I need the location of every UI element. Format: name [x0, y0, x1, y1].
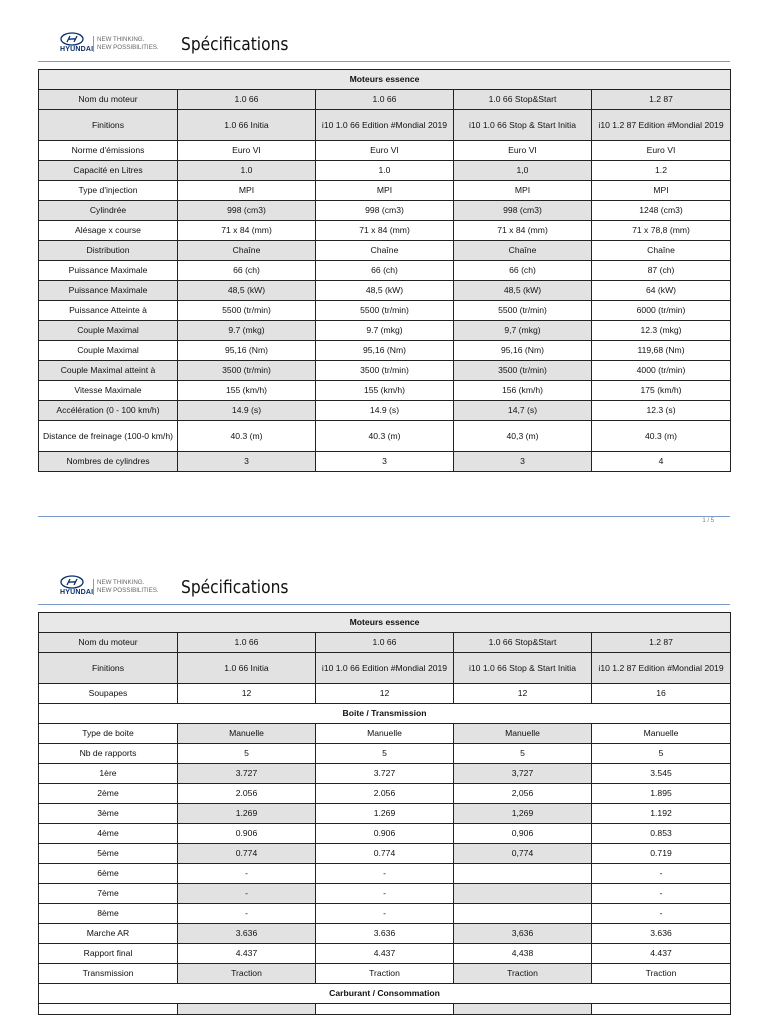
table-cell: Chaîne — [454, 241, 592, 261]
table-row — [39, 924, 731, 944]
row-label: Finitions — [39, 653, 178, 684]
column-header: 1.0 66 — [316, 633, 454, 653]
engine-name-row — [39, 633, 731, 653]
table-cell: 5 — [316, 744, 454, 764]
tagline-line-2: NEW POSSIBILITIES. — [97, 587, 159, 594]
table-cell: 1.2 — [592, 161, 731, 181]
table-cell: 0.774 — [316, 844, 454, 864]
table-cell: 40.3 (m) — [592, 421, 731, 452]
table-cell: 48,5 (kW) — [178, 281, 316, 301]
table-row — [39, 784, 731, 804]
section-header: Carburant / Consommation — [39, 984, 731, 1004]
table-row — [39, 281, 731, 301]
column-header: 1.0 66 Stop&Start — [454, 633, 592, 653]
column-header: i10 1.2 87 Edition #Mondial 2019 — [592, 110, 731, 141]
table-cell: 1.269 — [316, 804, 454, 824]
table-cell: Euro VI — [178, 141, 316, 161]
table-cell: 1,0 — [454, 161, 592, 181]
table-cell: 14.9 (s) — [178, 401, 316, 421]
table-cell: 12.3 (s) — [592, 401, 731, 421]
table-cell: - — [592, 904, 731, 924]
section-row — [39, 613, 731, 633]
table-row — [39, 844, 731, 864]
table-cell: 71 x 84 (mm) — [316, 221, 454, 241]
row-label: Distance de freinage (100-0 km/h) — [39, 421, 178, 452]
table-cell: 40.3 (m) — [316, 421, 454, 452]
table-cell: 12 — [178, 684, 316, 704]
hyundai-logo — [60, 575, 160, 601]
table-cell: Manuelle — [592, 724, 731, 744]
table-cell: 3,727 — [454, 764, 592, 784]
table-cell: 5500 (tr/min) — [178, 301, 316, 321]
table-cell: Chaîne — [316, 241, 454, 261]
table-cell: 2,056 — [454, 784, 592, 804]
table-cell: - — [316, 884, 454, 904]
row-label: Type d'injection — [39, 181, 178, 201]
tagline-line-1: NEW THINKING. — [97, 36, 145, 43]
table-row — [39, 884, 731, 904]
table-cell: 0.719 — [592, 844, 731, 864]
row-label: Nom du moteur — [39, 90, 178, 110]
row-label: Couple Maximal — [39, 341, 178, 361]
table-cell: 3 — [316, 452, 454, 472]
table-cell: 95,16 (Nm) — [178, 341, 316, 361]
row-label: 1ère — [39, 764, 178, 784]
table-row — [39, 221, 731, 241]
row-label: Type de boite — [39, 724, 178, 744]
table-row — [39, 361, 731, 381]
table-row — [39, 201, 731, 221]
table-cell: - — [178, 884, 316, 904]
table-cell: 5 — [592, 744, 731, 764]
table-cell — [39, 1004, 178, 1015]
column-header: 1.0 66 — [316, 90, 454, 110]
row-label: Nombres de cylindres — [39, 452, 178, 472]
table-cell: 998 (cm3) — [316, 201, 454, 221]
column-header: 1.0 66 Stop&Start — [454, 90, 592, 110]
header-rule — [38, 604, 730, 605]
table-cell: 3.636 — [178, 924, 316, 944]
table-cell: - — [316, 904, 454, 924]
table-cell: Chaîne — [178, 241, 316, 261]
table-cell: 155 (km/h) — [316, 381, 454, 401]
table-cell: 14.9 (s) — [316, 401, 454, 421]
table-row — [39, 381, 731, 401]
table-cell: - — [178, 904, 316, 924]
row-label: 8ème — [39, 904, 178, 924]
table-cell: 3.636 — [316, 924, 454, 944]
row-label: Norme d'émissions — [39, 141, 178, 161]
row-label: 5ème — [39, 844, 178, 864]
table-cell — [454, 904, 592, 924]
table-cell: 16 — [592, 684, 731, 704]
page-title: Spécifications — [181, 34, 289, 55]
table-cell: - — [592, 884, 731, 904]
table-cell: Manuelle — [178, 724, 316, 744]
table-row — [39, 1004, 731, 1015]
row-label: Puissance Maximale — [39, 261, 178, 281]
table-row — [39, 452, 731, 472]
table-cell: 998 (cm3) — [454, 201, 592, 221]
section-row — [39, 984, 731, 1004]
row-label: Nom du moteur — [39, 633, 178, 653]
table-cell: 3 — [454, 452, 592, 472]
table-cell: 119,68 (Nm) — [592, 341, 731, 361]
finitions-row — [39, 653, 731, 684]
table-cell: 71 x 84 (mm) — [454, 221, 592, 241]
table-row — [39, 321, 731, 341]
table-cell: 6000 (tr/min) — [592, 301, 731, 321]
section-header: Moteurs essence — [39, 613, 731, 633]
table-row — [39, 341, 731, 361]
tagline-line-1: NEW THINKING. — [97, 579, 145, 586]
table-row — [39, 904, 731, 924]
table-cell: Traction — [454, 964, 592, 984]
table-cell: MPI — [178, 181, 316, 201]
table-cell: 1,269 — [454, 804, 592, 824]
page-header — [0, 30, 768, 70]
column-header: i10 1.0 66 Stop & Start Initia — [454, 110, 592, 141]
table-cell: 48,5 (kW) — [316, 281, 454, 301]
table-cell: 40,3 (m) — [454, 421, 592, 452]
table-cell: Manuelle — [316, 724, 454, 744]
table-cell: 4.437 — [316, 944, 454, 964]
column-header: 1.2 87 — [592, 90, 731, 110]
row-label: Couple Maximal — [39, 321, 178, 341]
table-cell: 155 (km/h) — [178, 381, 316, 401]
table-row — [39, 301, 731, 321]
table-cell: 998 (cm3) — [178, 201, 316, 221]
row-label: Soupapes — [39, 684, 178, 704]
table-cell: 1.269 — [178, 804, 316, 824]
page-header — [0, 573, 768, 613]
table-cell: 5 — [178, 744, 316, 764]
table-cell: Traction — [316, 964, 454, 984]
row-label: 3ème — [39, 804, 178, 824]
table-cell: 1.0 — [178, 161, 316, 181]
row-label: Finitions — [39, 110, 178, 141]
table-cell: 5500 (tr/min) — [316, 301, 454, 321]
table-cell: 64 (kW) — [592, 281, 731, 301]
table-cell — [178, 1004, 316, 1015]
column-header: 1.0 66 — [178, 90, 316, 110]
page-number: 1 / 5 — [702, 518, 714, 524]
row-label: Cylindrée — [39, 201, 178, 221]
table-cell: 66 (ch) — [454, 261, 592, 281]
table-cell — [592, 1004, 731, 1015]
row-label: Rapport final — [39, 944, 178, 964]
table-cell: 9.7 (mkg) — [178, 321, 316, 341]
column-header: i10 1.0 66 Stop & Start Initia — [454, 653, 592, 684]
table-row — [39, 864, 731, 884]
table-cell: MPI — [454, 181, 592, 201]
table-cell: Traction — [178, 964, 316, 984]
table-row — [39, 964, 731, 984]
column-header: 1.0 66 Initia — [178, 653, 316, 684]
column-header: 1.0 66 Initia — [178, 110, 316, 141]
hyundai-logo — [60, 32, 160, 58]
table-cell: 1.0 — [316, 161, 454, 181]
table-cell: 71 x 78,8 (mm) — [592, 221, 731, 241]
table-cell: 0.774 — [178, 844, 316, 864]
table-row — [39, 824, 731, 844]
row-label: Puissance Maximale — [39, 281, 178, 301]
table-cell — [454, 864, 592, 884]
table-cell: - — [178, 864, 316, 884]
row-label: 7ème — [39, 884, 178, 904]
finitions-row — [39, 110, 731, 141]
row-label: Distribution — [39, 241, 178, 261]
table-row — [39, 421, 731, 452]
table-row — [39, 401, 731, 421]
row-label: Marche AR — [39, 924, 178, 944]
row-label: Couple Maximal atteint à — [39, 361, 178, 381]
table-cell: 95,16 (Nm) — [316, 341, 454, 361]
table-cell: 3500 (tr/min) — [178, 361, 316, 381]
table-row — [39, 724, 731, 744]
table-cell: Euro VI — [592, 141, 731, 161]
table-cell: 1248 (cm3) — [592, 201, 731, 221]
section-header: Moteurs essence — [39, 70, 731, 90]
table-cell: 12.3 (mkg) — [592, 321, 731, 341]
table-cell: Chaîne — [592, 241, 731, 261]
table-cell: - — [316, 864, 454, 884]
row-label: Alésage x course — [39, 221, 178, 241]
table-cell: 3,636 — [454, 924, 592, 944]
column-header: i10 1.0 66 Edition #Mondial 2019 — [316, 653, 454, 684]
table-row — [39, 141, 731, 161]
section-header: Boite / Transmission — [39, 704, 731, 724]
table-row — [39, 804, 731, 824]
table-cell: 0.906 — [178, 824, 316, 844]
table-cell: 12 — [316, 684, 454, 704]
engine-name-row — [39, 90, 731, 110]
spec-table-page-1 — [38, 69, 731, 472]
table-row — [39, 161, 731, 181]
table-cell: 12 — [454, 684, 592, 704]
table-cell: 87 (ch) — [592, 261, 731, 281]
table-cell: 4 — [592, 452, 731, 472]
table-cell: 95,16 (Nm) — [454, 341, 592, 361]
table-cell: Euro VI — [316, 141, 454, 161]
table-row — [39, 261, 731, 281]
header-rule — [38, 61, 730, 62]
table-cell: - — [592, 864, 731, 884]
brand-name: HYUNDAI — [60, 46, 94, 53]
brand-tagline — [93, 36, 159, 52]
brand-tagline — [93, 579, 159, 595]
table-cell — [316, 1004, 454, 1015]
column-header: i10 1.2 87 Edition #Mondial 2019 — [592, 653, 731, 684]
table-cell: 156 (km/h) — [454, 381, 592, 401]
row-label: Capacité en Litres — [39, 161, 178, 181]
table-cell: 0.906 — [316, 824, 454, 844]
table-cell: 4.437 — [178, 944, 316, 964]
table-cell: Traction — [592, 964, 731, 984]
table-cell — [454, 1004, 592, 1015]
table-cell: 2.056 — [178, 784, 316, 804]
page-title: Spécifications — [181, 577, 289, 598]
row-label: Accélération (0 - 100 km/h) — [39, 401, 178, 421]
table-cell: 0,906 — [454, 824, 592, 844]
table-row — [39, 684, 731, 704]
column-header: 1.0 66 — [178, 633, 316, 653]
footer-rule — [38, 516, 730, 517]
spec-table-page-2 — [38, 612, 731, 1015]
table-cell: 66 (ch) — [316, 261, 454, 281]
table-cell: 3 — [178, 452, 316, 472]
table-cell: 3.727 — [178, 764, 316, 784]
column-header: i10 1.0 66 Edition #Mondial 2019 — [316, 110, 454, 141]
row-label: Nb de rapports — [39, 744, 178, 764]
section-row — [39, 704, 731, 724]
table-cell: 14,7 (s) — [454, 401, 592, 421]
table-cell: 0.853 — [592, 824, 731, 844]
table-cell: 48,5 (kW) — [454, 281, 592, 301]
brand-name: HYUNDAI — [60, 589, 94, 596]
hyundai-h-icon — [60, 575, 84, 589]
table-cell: 3.545 — [592, 764, 731, 784]
table-cell: 3.636 — [592, 924, 731, 944]
row-label: 6ème — [39, 864, 178, 884]
table-cell: 2.056 — [316, 784, 454, 804]
row-label: 2ème — [39, 784, 178, 804]
table-cell: 5500 (tr/min) — [454, 301, 592, 321]
table-cell: 3.727 — [316, 764, 454, 784]
row-label: Transmission — [39, 964, 178, 984]
table-cell: Manuelle — [454, 724, 592, 744]
table-cell: 1.895 — [592, 784, 731, 804]
column-header: 1.2 87 — [592, 633, 731, 653]
table-row — [39, 181, 731, 201]
table-cell: 5 — [454, 744, 592, 764]
tagline-line-2: NEW POSSIBILITIES. — [97, 44, 159, 51]
table-cell: 4000 (tr/min) — [592, 361, 731, 381]
table-row — [39, 241, 731, 261]
table-cell: 9,7 (mkg) — [454, 321, 592, 341]
table-cell: MPI — [592, 181, 731, 201]
table-cell: 66 (ch) — [178, 261, 316, 281]
table-cell: 4.437 — [592, 944, 731, 964]
table-row — [39, 944, 731, 964]
table-cell: 4,438 — [454, 944, 592, 964]
table-cell: 9.7 (mkg) — [316, 321, 454, 341]
table-cell: 40.3 (m) — [178, 421, 316, 452]
row-label: Puissance Atteinte à — [39, 301, 178, 321]
table-cell: Euro VI — [454, 141, 592, 161]
table-cell: 3500 (tr/min) — [454, 361, 592, 381]
row-label: 4ème — [39, 824, 178, 844]
row-label: Vitesse Maximale — [39, 381, 178, 401]
table-cell: 3500 (tr/min) — [316, 361, 454, 381]
table-row — [39, 744, 731, 764]
hyundai-h-icon — [60, 32, 84, 46]
table-cell: 175 (km/h) — [592, 381, 731, 401]
section-row — [39, 70, 731, 90]
table-cell: 0,774 — [454, 844, 592, 864]
table-cell: 71 x 84 (mm) — [178, 221, 316, 241]
table-row — [39, 764, 731, 784]
table-cell: MPI — [316, 181, 454, 201]
table-cell — [454, 884, 592, 904]
table-cell: 1.192 — [592, 804, 731, 824]
